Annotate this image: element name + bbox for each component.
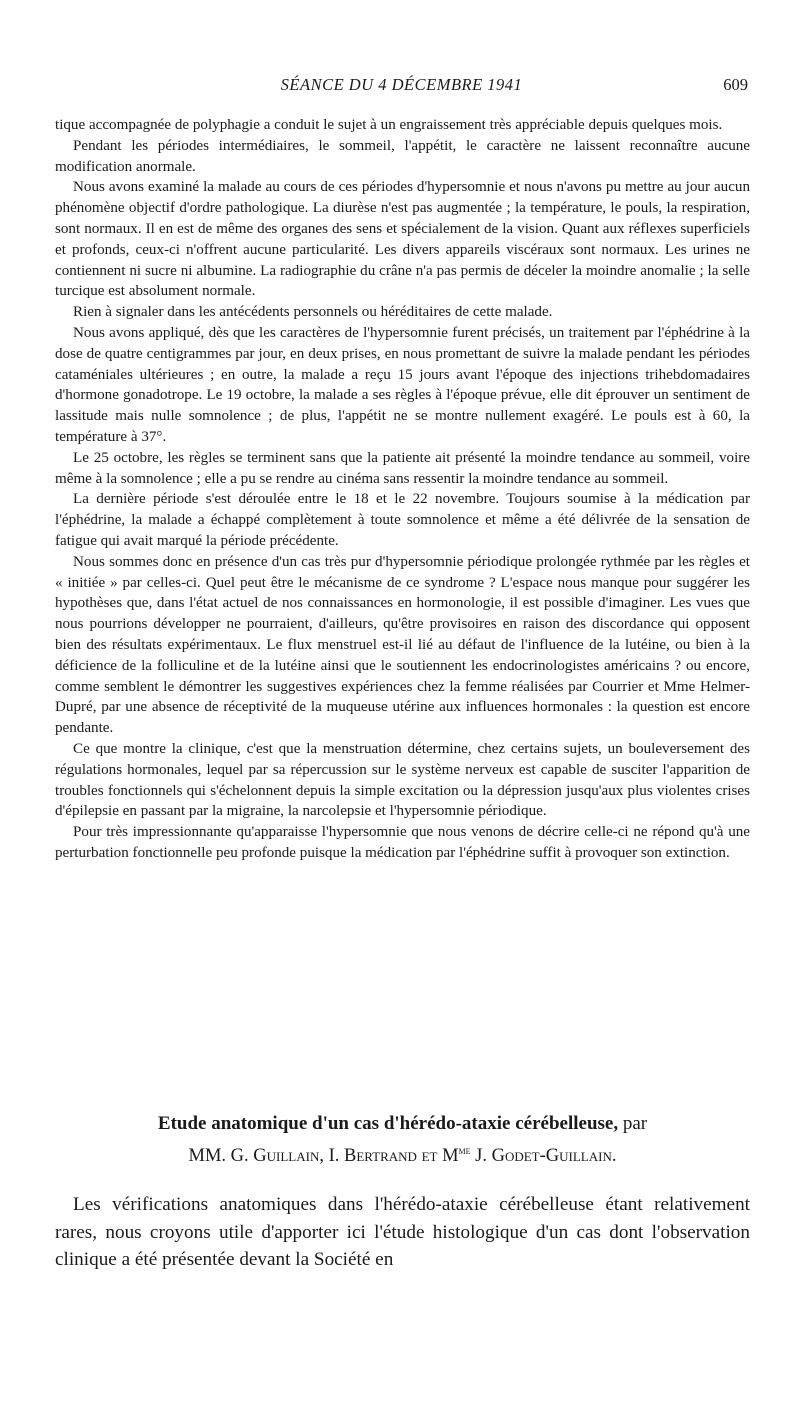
- page-number: 609: [723, 75, 748, 94]
- paragraph-1: tique accompagnée de polyphagie a conduit le sujet à un engraissement très appréciable depuis quelques mois.: [55, 117, 723, 133]
- body-text: [55, 115, 750, 864]
- authors-part-a: MM. G. Guillain, I. Bertrand et M: [188, 1146, 459, 1167]
- article-title: [55, 1111, 750, 1169]
- article-intro: Les vérifications anatomiques dans l'hérédo-ataxie cérébelleuse étant relativement rares, nous croyons utile d'apporter ici l'étude histologique d'un cas dont l'observation clinique a été présentée devant la Société en: [55, 1194, 750, 1270]
- running-title: SÉANCE DU 4 DÉCEMBRE 1941: [280, 75, 523, 94]
- article-authors: [55, 1137, 750, 1169]
- article-title-text: Etude anatomique d'un cas d'hérédo-ataxie cérébelleuse,: [157, 1113, 619, 1134]
- paragraph-5: Nous avons appliqué, dès que les caractères de l'hypersomnie furent précisés, un traitement par l'éphédrine à la dose de quatre centigrammes par jour, en deux prises, en nous promettant de suivre la malade pendant les périodes cataméniales ultérieures ; en outre, la malade a reçu 15 jours avant l'époque des injections trihebdomadaires d'hormone gonadotrope. Le 19 octobre, la malade a ses règles à l'époque prévue, elle dit éprouver un sentiment de lassitude mais nulle somnolence ; de plus, l'appétit ne se montre nullement exagéré. Le pouls est à 60, la température à 37°.: [55, 324, 750, 445]
- paragraph-8: Nous sommes donc en présence d'un cas très pur d'hypersomnie périodique prolongée rythmée par les règles et « initiée » par celles-ci. Quel peut être le mécanisme de ce syndrome ? L'espace nous manque pour suggérer les hypothèses que, dans l'état actuel de nos connaissances en hormonologie, il est possible d'imaginer. Les vues que nous pourrions développer ne pourraient, d'ailleurs, qu'être provisoires en raison des discordance qui opposent bien des résultats expérimentaux. Le flux menstruel est-il lié au défaut de l'influence de la lutéine, ou bien à la déficience de la folliculine et de la lutéine ainsi que le soutiennent les endocrinologistes américains ? ou encore, comme semblent le démontrer les suggestives expériences chez la femme réalisées par Courrier et Mme Helmer-Dupré, par une absence de réceptivité de la muqueuse utérine aux influences hormonales : la question est encore pendante.: [55, 553, 750, 737]
- authors-sup: me: [458, 1143, 471, 1157]
- authors-part-b: J. Godet-Guillain.: [470, 1146, 617, 1167]
- paragraph-6: Le 25 octobre, les règles se terminent sans que la patiente ait présenté la moindre tendance au sommeil, voire même à la somnolence ; elle a pu se rendre au cinéma sans ressentir la moindre tendance au sommeil.: [55, 449, 750, 487]
- paragraph-4: Rien à signaler dans les antécédents personnels ou héréditaires de cette malade.: [73, 304, 553, 321]
- paragraph-9: Ce que montre la clinique, c'est que la menstruation détermine, chez certains sujets, un bouleversement des régulations hormonales, lequel par sa répercussion sur le système nerveux est capable de susciter l'apparition de troubles fonctionnels qui s'échelonnent depuis la simple excitation ou la dépression jusqu'aux plus violentes crises d'épilepsie en passant par la migraine, la narcolepsie et l'hypersomnie périodique.: [55, 740, 750, 820]
- paragraph-2: Pendant les périodes intermédiaires, le sommeil, l'appétit, le caractère ne laissent reconnaître aucune modification anormale.: [55, 137, 750, 175]
- paragraph-3: Nous avons examiné la malade au cours de ces périodes d'hypersomnie et nous n'avons pu mettre au jour aucun phénomène objectif d'ordre pathologique. La diurèse n'est pas augmentée ; la température, le pouls, la respiration, sont normaux. Il en est de même des organes des sens et spécialement de la vision. Quant aux réflexes superficiels et profonds, ceux-ci n'offrent aucune particularité. Les divers appareils viscéraux sont normaux. Les urines ne contiennent ni sucre ni albumine. La radiographie du crâne n'a pas permis de déceler la moindre anomalie ; la selle turcique est absolument normale.: [55, 179, 750, 300]
- article-title-par: par: [622, 1113, 648, 1134]
- paragraph-10: Pour très impressionnante qu'apparaisse l'hypersomnie que nous venons de décrire celle-ci ne répond qu'à une perturbation fonctionnelle peu profonde puisque la médication par l'éphédrine suffit à provoquer son extinction.: [55, 824, 750, 861]
- paragraph-7: La dernière période s'est déroulée entre le 18 et le 22 novembre. Toujours soumise à la médication par l'éphédrine, la malade a échappé complètement à toute somnolence et même a été délivrée de la sensation de fatigue qui avait marqué la période précédente.: [55, 491, 750, 549]
